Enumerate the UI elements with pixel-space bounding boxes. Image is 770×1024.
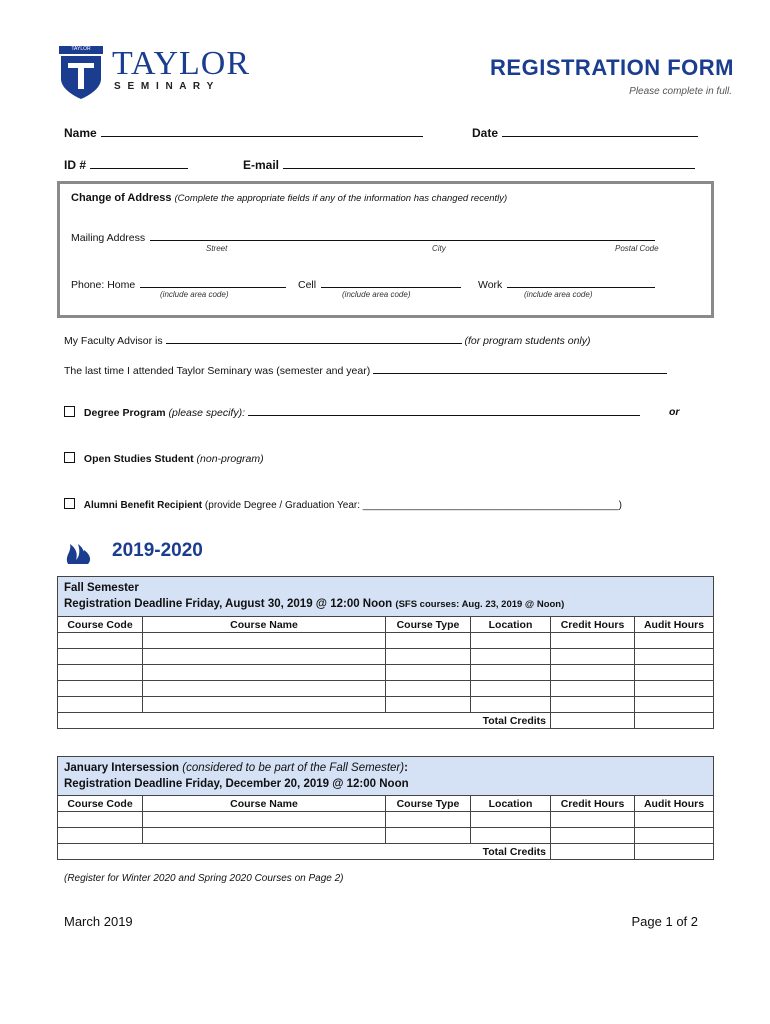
cell-area-caption: (include area code): [342, 290, 411, 299]
col-credit-hours: Credit Hours: [551, 617, 635, 633]
january-course-table: [57, 795, 714, 860]
fall-course-table: [57, 616, 714, 729]
name-field[interactable]: [64, 122, 423, 142]
address-title: Change of Address: [71, 192, 172, 204]
open-studies-note: (non-program): [196, 453, 264, 465]
col-course-code: Course Code: [58, 796, 143, 812]
fall-total-credit-cell[interactable]: [551, 713, 635, 729]
last-attended-field[interactable]: [64, 362, 667, 377]
last-attended-label: The last time I attended Taylor Seminary was (semester and year): [64, 365, 371, 377]
january-header-band: [57, 756, 714, 795]
january-title: January Intersession: [64, 762, 180, 774]
table-row[interactable]: [58, 649, 714, 665]
year-text: 2019-2020: [112, 540, 203, 561]
page-number: Page 1 of 2: [631, 914, 698, 929]
name-line[interactable]: [101, 122, 423, 137]
home-phone-line[interactable]: [140, 276, 286, 288]
home-phone-label: Phone: Home: [71, 279, 136, 291]
col-location: Location: [471, 617, 551, 633]
id-label: ID #: [64, 158, 87, 172]
table-row[interactable]: [58, 697, 714, 713]
cell-line[interactable]: [321, 276, 461, 288]
table-row[interactable]: [58, 828, 714, 844]
january-header-row: [58, 796, 714, 812]
open-studies-checkbox[interactable]: [64, 452, 75, 463]
col-course-code: Course Code: [58, 617, 143, 633]
work-label: Work: [478, 279, 503, 291]
alumni-label: Alumni Benefit Recipient: [83, 500, 203, 511]
january-total-audit-cell[interactable]: [635, 844, 714, 860]
fall-total-audit-cell[interactable]: [635, 713, 714, 729]
last-attended-line[interactable]: [373, 362, 667, 374]
advisor-field[interactable]: [64, 332, 591, 347]
fall-sfs-note: (SFS courses: Aug. 23, 2019 @ Noon): [395, 599, 565, 610]
logo: [58, 45, 251, 103]
brand-name: TAYLOR: [112, 45, 251, 82]
open-studies-option[interactable]: [64, 452, 264, 465]
home-area-caption: (include area code): [160, 290, 229, 299]
fall-total-label: Total Credits: [58, 713, 551, 729]
january-intersession-section: [57, 756, 714, 860]
january-total-label: Total Credits: [58, 844, 551, 860]
fall-deadline: Registration Deadline Friday, August 30, 2019 @ 12:00 Noon: [64, 598, 393, 610]
col-course-name: Course Name: [143, 796, 386, 812]
alumni-option[interactable]: [64, 498, 622, 511]
mailing-address-field[interactable]: [71, 228, 655, 246]
advisor-label: My Faculty Advisor is: [64, 335, 163, 347]
change-of-address-box: [57, 181, 714, 318]
january-total-credit-cell[interactable]: [551, 844, 635, 860]
january-title-row: [64, 760, 707, 776]
table-row[interactable]: [58, 665, 714, 681]
january-total-row: [58, 844, 714, 860]
mailing-line[interactable]: [150, 229, 655, 241]
city-caption: City: [432, 244, 446, 253]
degree-program-option[interactable]: [64, 404, 640, 419]
footer-note: (Register for Winter 2020 and Spring 2020 Courses on Page 2): [64, 873, 344, 884]
col-audit-hours: Audit Hours: [635, 617, 714, 633]
table-row[interactable]: [58, 681, 714, 697]
date-label: Date: [472, 126, 499, 140]
col-course-type: Course Type: [386, 796, 471, 812]
january-note: (considered to be part of the Fall Semester): [182, 762, 405, 774]
alumni-checkbox[interactable]: [64, 498, 75, 509]
open-studies-label: Open Studies Student: [83, 453, 194, 465]
table-row[interactable]: [58, 812, 714, 828]
email-label: E-mail: [243, 158, 280, 172]
january-deadline: Registration Deadline Friday, December 20, 2019 @ 12:00 Noon: [64, 778, 409, 790]
fall-header-band: [57, 576, 714, 616]
date-field[interactable]: [472, 122, 698, 142]
name-label: Name: [64, 126, 97, 140]
fall-title: Fall Semester: [64, 582, 139, 594]
degree-line[interactable]: [248, 404, 640, 416]
date-line[interactable]: [502, 122, 698, 137]
advisor-note: (for program students only): [464, 335, 591, 347]
street-caption: Street: [206, 244, 228, 253]
brand-subtitle: S E M I N A R Y: [114, 81, 216, 92]
postal-caption: Postal Code: [615, 244, 659, 253]
col-audit-hours: Audit Hours: [635, 796, 714, 812]
fall-deadline-row: [64, 596, 707, 613]
col-course-name: Course Name: [143, 617, 386, 633]
footer-date: March 2019: [64, 914, 133, 929]
form-subtitle: Please complete in full.: [629, 86, 732, 97]
work-area-caption: (include area code): [524, 290, 593, 299]
address-title-row: [71, 192, 507, 204]
email-field[interactable]: [243, 154, 695, 174]
fall-header-row: [58, 617, 714, 633]
col-credit-hours: Credit Hours: [551, 796, 635, 812]
cell-label: Cell: [298, 279, 317, 291]
table-row[interactable]: [58, 633, 714, 649]
email-line[interactable]: [283, 154, 695, 169]
degree-note: (please specify):: [168, 407, 245, 419]
advisor-line[interactable]: [166, 332, 462, 344]
alumni-note: (provide Degree / Graduation Year: ______________________________________________): [204, 500, 622, 511]
degree-checkbox[interactable]: [64, 406, 75, 417]
form-title: REGISTRATION FORM: [490, 55, 734, 80]
col-course-type: Course Type: [386, 617, 471, 633]
id-line[interactable]: [90, 154, 188, 169]
degree-label: Degree Program: [83, 407, 166, 419]
col-location: Location: [471, 796, 551, 812]
or-text: or: [669, 406, 680, 418]
fall-semester-section: [57, 576, 714, 729]
january-colon: :: [404, 762, 408, 774]
shield-logo-icon: [58, 45, 104, 101]
flame-icon: [64, 538, 96, 566]
shield-logo-label: TAYLOR: [71, 46, 91, 52]
mailing-label: Mailing Address: [71, 232, 146, 244]
work-line[interactable]: [507, 276, 655, 288]
address-note: (Complete the appropriate fields if any of the information has changed recently): [174, 193, 508, 204]
id-field[interactable]: [64, 154, 188, 174]
fall-total-row: [58, 713, 714, 729]
